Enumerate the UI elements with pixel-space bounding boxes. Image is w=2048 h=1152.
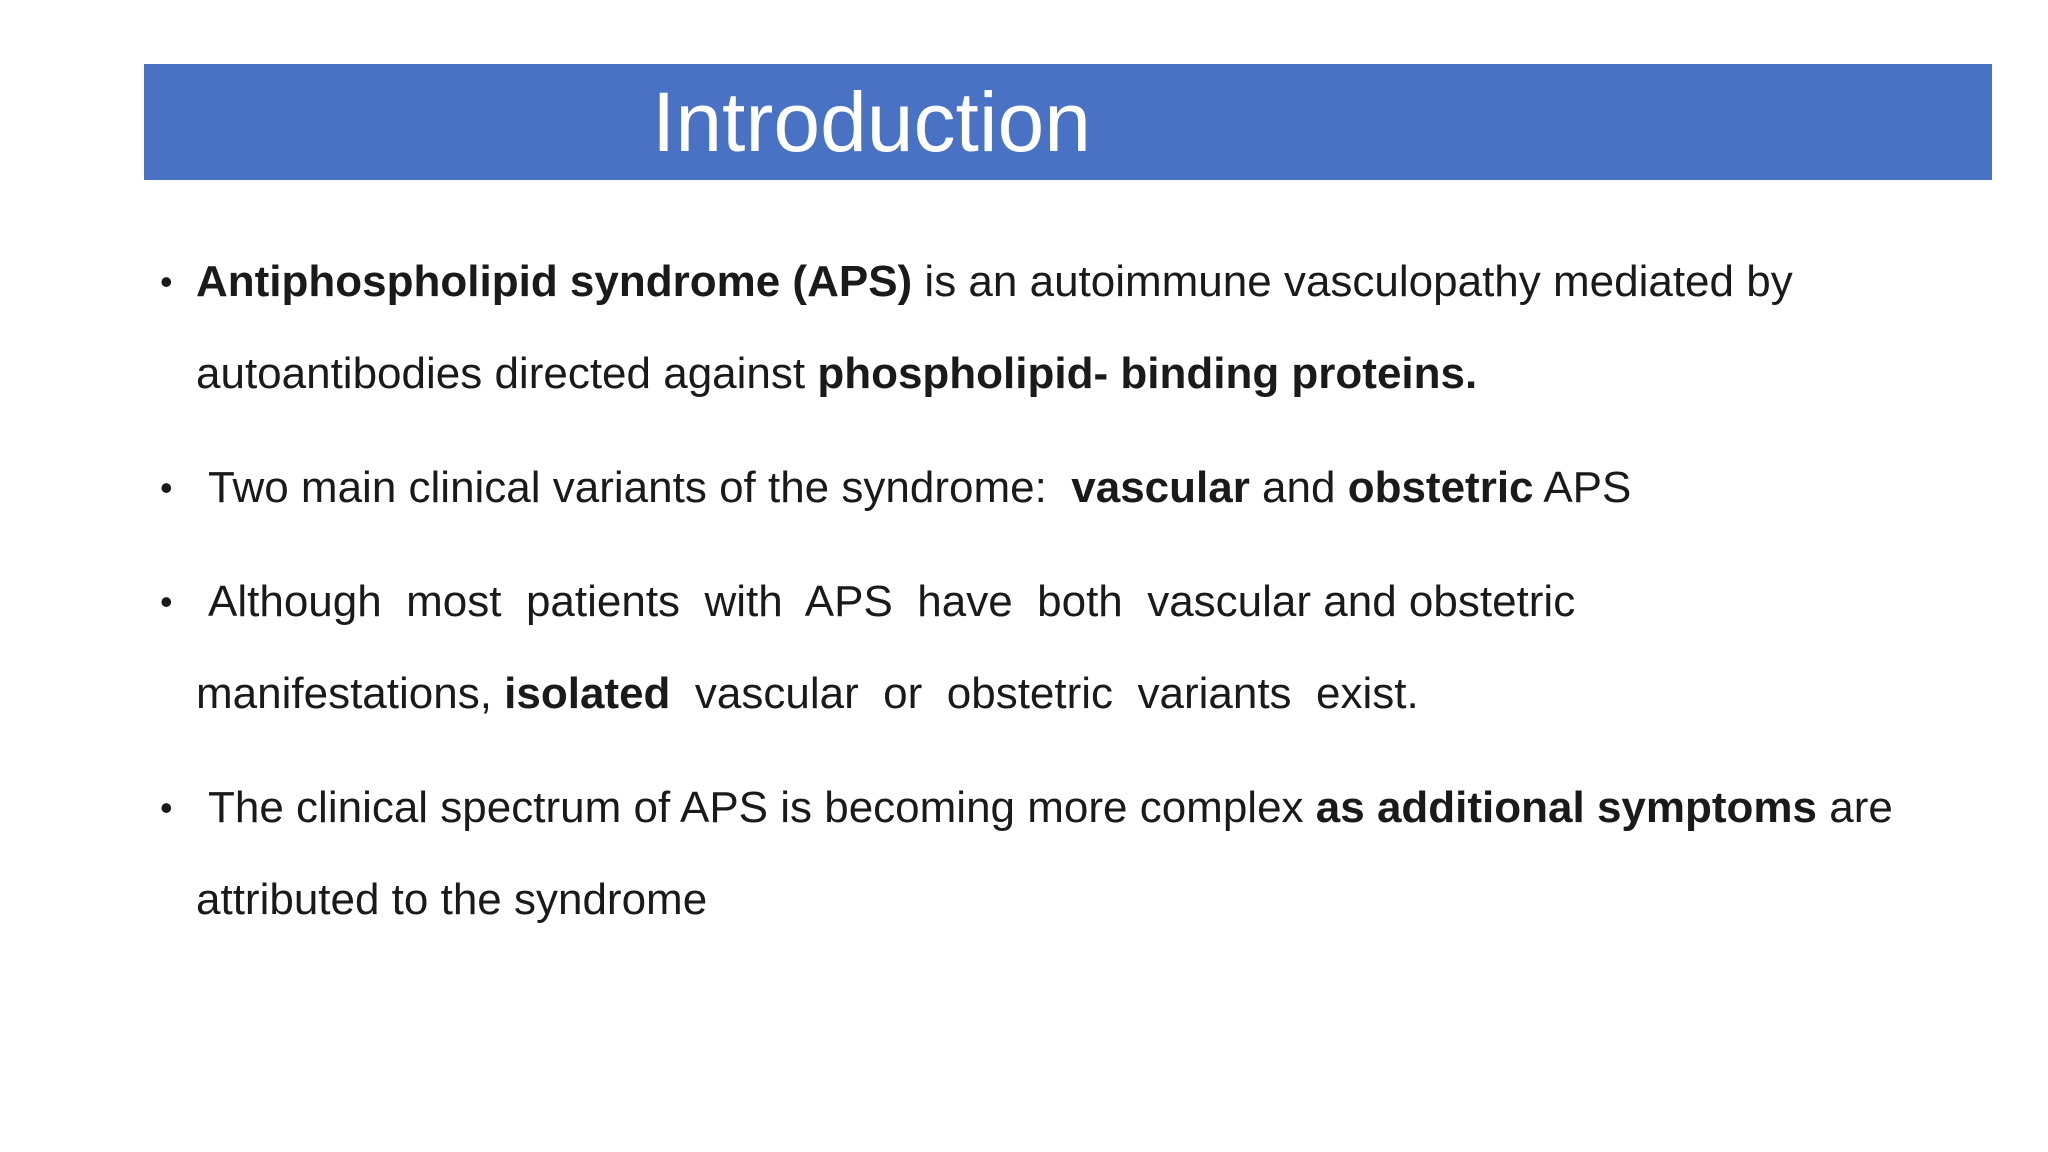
bullet-item	[160, 442, 1980, 534]
bullet-text: attributed to the syndrome	[196, 875, 708, 924]
bullet-icon: •	[160, 261, 173, 302]
bullet-line	[196, 328, 1980, 420]
bold-term: phospholipid- binding proteins.	[817, 349, 1478, 398]
bullet-line	[196, 556, 1980, 648]
bullet-text: manifestations,	[196, 669, 505, 718]
bullet-text: Two main clinical variants of the syndrome:	[208, 463, 1072, 512]
bullet-text: vascular or obstetric variants exist.	[670, 669, 1419, 718]
title-bar	[144, 64, 1992, 180]
bullet-icon: •	[160, 581, 173, 622]
bullet-text: is an autoimmune vasculopathy mediated by	[912, 257, 1793, 306]
bullet-item	[160, 556, 1980, 740]
bold-term: isolated	[504, 669, 671, 718]
bullet-line	[196, 762, 1980, 854]
slide-title: Introduction	[652, 75, 1091, 169]
bullet-text: The clinical spectrum of APS is becoming more complex	[208, 783, 1316, 832]
bullet-text: APS	[1533, 463, 1632, 512]
bullet-list	[160, 236, 1980, 968]
bullet-line	[196, 236, 1980, 328]
bullet-icon: •	[160, 467, 173, 508]
bold-term: vascular	[1071, 463, 1250, 512]
bullet-text: and	[1249, 463, 1348, 512]
bullet-text: are	[1817, 783, 1893, 832]
bullet-text: Although most patients with APS have both vascular and obstetric	[208, 577, 1576, 626]
bold-term: obstetric	[1347, 463, 1534, 512]
bullet-line	[196, 442, 1980, 534]
bold-term: as additional symptoms	[1315, 783, 1818, 832]
bullet-item	[160, 236, 1980, 420]
bullet-item	[160, 762, 1980, 946]
bullet-line	[196, 648, 1980, 740]
bold-term: Antiphospholipid syndrome (APS)	[196, 257, 913, 306]
bullet-text: autoantibodies directed against	[196, 349, 818, 398]
bullet-line	[196, 854, 1980, 946]
bullet-icon: •	[160, 787, 173, 828]
